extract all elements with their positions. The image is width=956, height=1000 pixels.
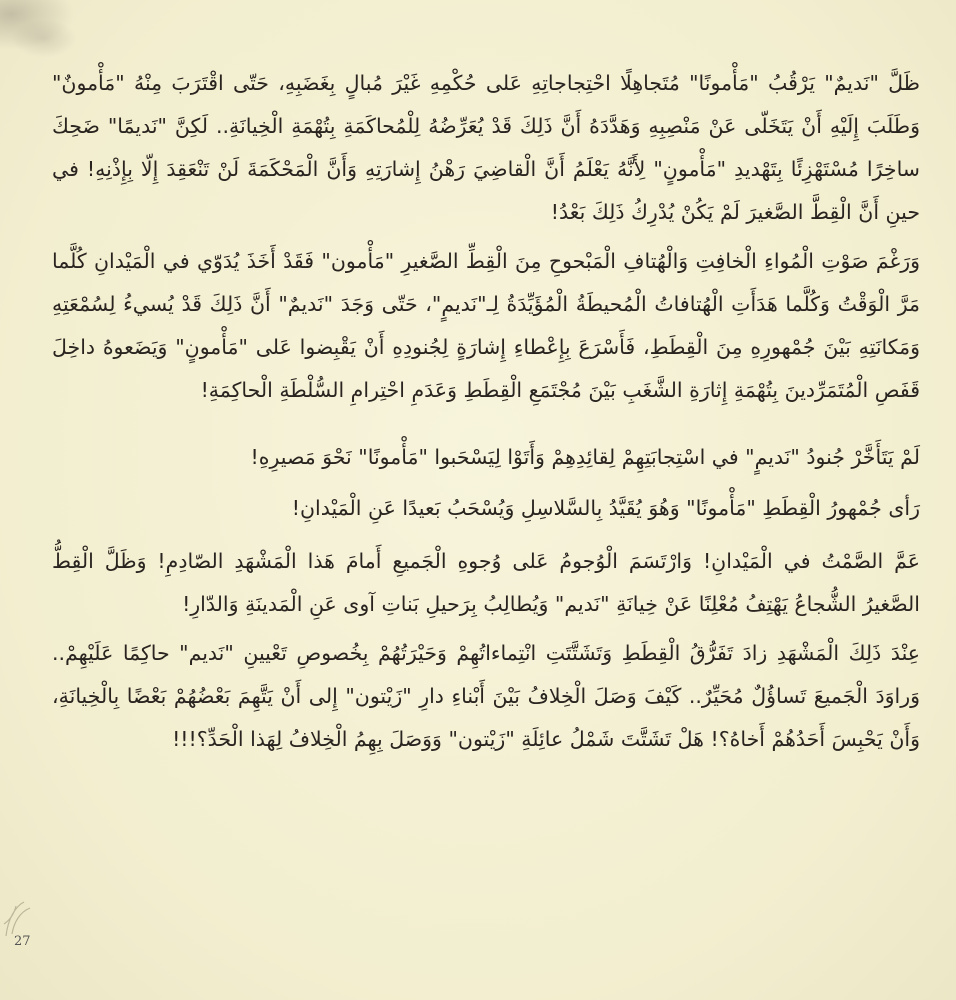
paragraph-1: ظَلَّ "نَديمٌ" يَرْقُبُ "مَأْمونًا" مُتَجاهِلًا احْتِجاجاتِهِ عَلى حُكْمِهِ غَيْرَ مُبالٍ بِغَضَبِهِ، حَتّى اقْتَرَبَ مِنْهُ "مَأْمونٌ" وَطَلَبَ إِلَيْهِ أَنْ يَتَخَلّى عَنْ مَنْصِبِهِ وَهَدَّدَهُ أَنَّ ذَلِكَ قَدْ يُعَرِّضُهُ لِلْمُحاكَمَةِ بِتُهْمَةِ الْخِيانَةِ.. لَكِنَّ "نَديمًا" ضَحِكَ ساخِرًا مُسْتَهْزِئًا بِتَهْديدِ "مَأْمونٍ" لِأَنَّهُ يَعْلَمُ أَنَّ الْقاضِيَ رَهْنُ إِشارَتِهِ وَأَنَّ الْمَحْكَمَةَ لَنْ تَنْعَقِدَ إِلّا بِإِذْنِهِ! في حينِ أَنَّ الْقِطَّ الصَّغيرَ لَمْ يَكُنْ يُدْرِكُ ذَلِكَ بَعْدُ! [52,71,920,224]
paragraph-2: وَرَغْمَ صَوْتِ الْمُواءِ الْخافِتِ وَالْهُتافِ الْمَبْحوحِ مِنَ الْقِطِّ الصَّغيرِ "مَأْمون" فَقَدْ أَخَذَ يُدَوّي في الْمَيْدانِ كُلَّما مَرَّ الْوَقْتُ وَكُلَّما هَدَأَتِ الْهُتافاتُ الْمُحيطَةُ الْمُؤَيِّدَةُ لِـ"نَديمٍ"، حَتّى وَجَدَ "نَديمٌ" أَنَّ ذَلِكَ قَدْ يُسيءُ لِسُمْعَتِهِ وَمَكانَتِهِ بَيْنَ جُمْهورِهِ مِنَ الْقِطَطِ، فَأَسْرَعَ بِإِعْطاءِ إِشارَةٍ لِجُنودِهِ أَنْ يَقْبِضوا عَلى "مَأْمونٍ" وَيَضَعوهُ داخِلَ قَفَصِ الْمُتَمَرِّدينَ بِتُهْمَةِ إِثارَةِ الشَّغَبِ بَيْنَ مُجْتَمَعِ الْقِطَطِ وَعَدَمِ احْتِرامِ السُّلْطَةِ الْحاكِمَةِ! [52,249,920,402]
paragraph-4: رَأى جُمْهورُ الْقِطَطِ "مَأْمونًا" وَهُوَ يُقَيَّدُ بِالسَّلاسِلِ وَيُسْحَبُ بَعيدًا عَنِ الْمَيْدانِ! [291,496,920,520]
paragraph-6: عِنْدَ ذَلِكَ الْمَشْهَدِ زادَ تَفَرُّقُ الْقِطَطِ وَتَشَتَّتَتِ انْتِماءاتُهِمْ وَحَيْرَتُهُمْ بِخُصوصِ تَعْيينِ "نَديم" حاكِمًا عَلَيْهِمْ.. وَراوَدَ الْجَميعَ تَساؤُلٌ مُحَيِّرٌ.. كَيْفَ وَصَلَ الْخِلافُ بَيْنَ أَبْناءِ دارِ "زَيْتون" إِلى أَنْ يَتَّهِمَ بَعْضُهُمْ بَعْضًا بِالْخِيانَةِ، وَأَنْ يَحْبِسَ أَحَدُهُمْ أَخاهُ؟! هَلْ تَشَتَّتَ شَمْلُ عائِلَةِ "زَيْتون" وَوَصَلَ بِهِمُ الْخِلافُ لِهَذا الْحَدِّ؟!!! [52,641,920,751]
paragraph-5: عَمَّ الصَّمْتُ في الْمَيْدانِ! وَارْتَسَمَ الْوُجومُ عَلى وُجوهِ الْجَميعِ أَمامَ هَذا الْمَشْهَدِ الصّادِمِ! وَظَلَّ الْقِطُّ الصَّغيرُ الشُّجاعُ يَهْتِفُ مُعْلِنًا عَنْ خِيانَةِ "نَديم" وَيُطالِبُ بِرَحيلِ بَناتِ آوى عَنِ الْمَدينَةِ وَالدّارِ! [52,549,920,616]
corner-ornament-icon [2,898,46,938]
page-number: 27 [14,934,31,949]
paragraph-3: لَمْ يَتَأَخَّرْ جُنودُ "نَديمٍ" في اسْتِجابَتِهِمْ لِقائِدِهِمْ وَأَتَوْا لِيَسْحَبوا "مَأْمونًا" نَحْوَ مَصيرِهِ! [250,445,920,469]
story-text [52,62,920,761]
corner-smudge [0,0,110,70]
